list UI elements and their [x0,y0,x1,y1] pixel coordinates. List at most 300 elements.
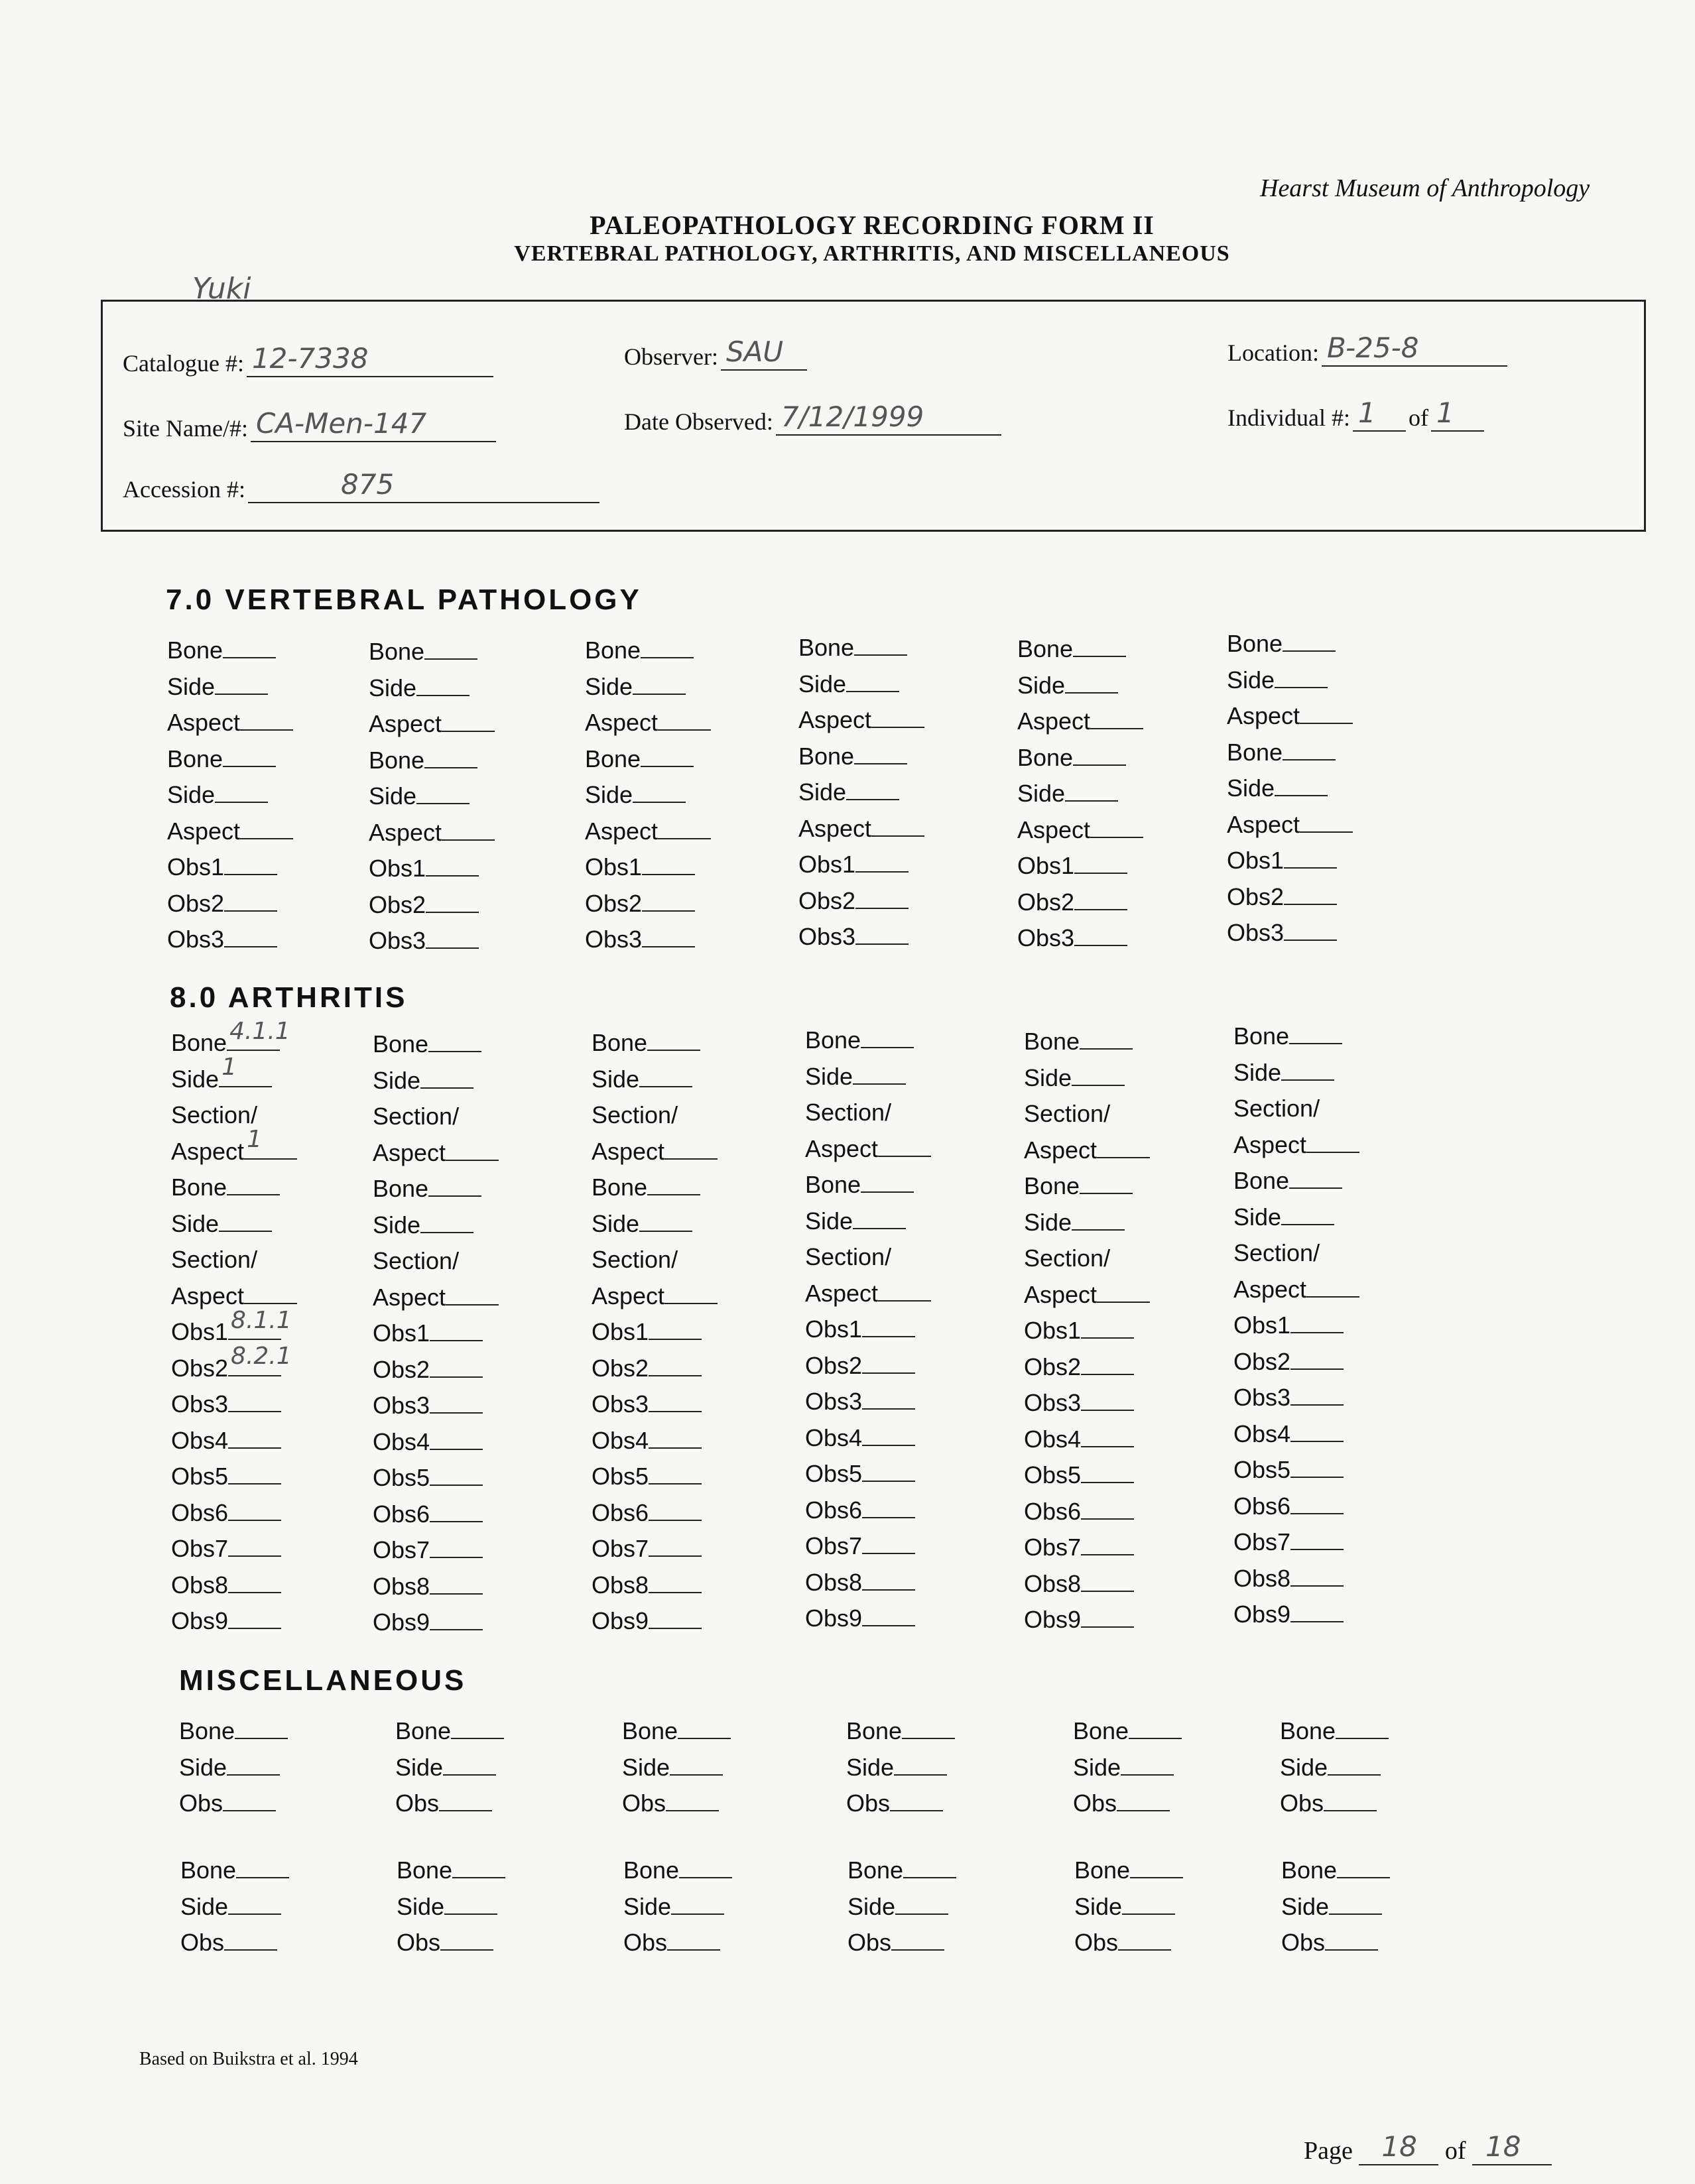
arthritis-field-blank[interactable] [228,1572,281,1593]
vertebral-field-blank[interactable] [442,711,495,732]
misc-field-label: Side [1073,1753,1121,1781]
vertebral-field-blank[interactable] [846,779,899,800]
arthritis-field-row [805,1492,931,1529]
observer-label: Observer: [624,343,718,370]
vertebral-field-blank[interactable] [1074,889,1127,910]
arthritis-field-blank[interactable] [1290,1457,1344,1478]
misc-column-1 [180,1852,289,1961]
vertebral-field-label: Bone [167,745,223,772]
arthritis-field-label: Obs9 [1233,1601,1291,1628]
arthritis-field-blank[interactable] [649,1608,702,1629]
arthritis-field-blank[interactable] [228,1463,281,1485]
vertebral-field-blank[interactable] [1090,817,1143,838]
arthritis-field-blank[interactable] [430,1465,483,1486]
arthritis-handwritten-value: 8.1.1 [231,1306,292,1334]
vertebral-field-blank[interactable] [224,854,277,875]
vertebral-field-row [369,778,495,815]
vertebral-field-blank[interactable] [642,926,695,947]
arthritis-field-blank[interactable] [1080,1028,1133,1050]
misc-field-blank[interactable] [1121,1754,1174,1776]
arthritis-field-blank[interactable] [228,1306,292,1340]
arthritis-field-row [1233,1488,1359,1525]
arthritis-field-blank[interactable] [1081,1390,1134,1411]
arthritis-field-blank[interactable] [664,1138,718,1160]
arthritis-field-row [171,1343,297,1387]
vertebral-field-blank[interactable] [416,675,470,696]
arthritis-field-blank[interactable] [1097,1282,1150,1303]
vertebral-field-blank[interactable] [642,854,695,875]
arthritis-field-blank[interactable] [862,1533,915,1554]
vertebral-field-blank[interactable] [1065,780,1118,802]
arthritis-field-label: Obs2 [592,1354,649,1382]
arthritis-field-row [1024,1168,1150,1205]
arthritis-field-blank[interactable] [227,1017,290,1051]
arthritis-field-blank[interactable] [1081,1354,1134,1375]
arthritis-field-blank[interactable] [244,1126,297,1160]
arthritis-field-row [171,1603,297,1640]
vertebral-field-blank[interactable] [240,818,293,839]
arthritis-field-row [373,1424,499,1461]
arthritis-field-blank[interactable] [430,1537,483,1558]
arthritis-field-blank[interactable] [430,1609,483,1630]
arthritis-field-blank[interactable] [219,1211,272,1232]
vertebral-field-blank[interactable] [1284,847,1337,869]
arthritis-field-blank[interactable] [1306,1276,1359,1298]
arthritis-field-blank[interactable] [1289,1023,1342,1044]
vertebral-field-label: Bone [585,637,641,664]
vertebral-field-row [369,743,495,779]
arthritis-field-blank[interactable] [1081,1426,1134,1447]
vertebral-field-blank[interactable] [416,783,470,804]
vertebral-field-blank[interactable] [1284,884,1337,905]
misc-field-blank[interactable] [451,1718,504,1739]
arthritis-field-blank[interactable] [1081,1498,1134,1520]
arthritis-field-blank[interactable] [430,1320,483,1341]
arthritis-field-blank[interactable] [878,1136,931,1157]
arthritis-field-blank[interactable] [649,1355,702,1376]
vertebral-field-blank[interactable] [658,818,711,839]
vertebral-field-blank[interactable] [424,638,477,660]
misc-field-blank[interactable] [1122,1894,1175,1915]
arthritis-field-blank[interactable] [1290,1349,1344,1370]
arthritis-field-blank[interactable] [1080,1173,1133,1194]
vertebral-field-blank[interactable] [1300,812,1353,833]
arthritis-field-blank[interactable] [446,1140,499,1161]
arthritis-field-blank[interactable] [1081,1462,1134,1483]
arthritis-field-blank[interactable] [228,1608,281,1629]
individual-total-field[interactable] [1431,396,1484,432]
misc-field-row [1073,1786,1182,1822]
vertebral-field-blank[interactable] [658,709,711,731]
misc-column-3 [623,1852,732,1961]
vertebral-field-label: Side [369,674,417,701]
arthritis-field-row [1233,1597,1359,1633]
vertebral-column-4 [798,630,924,955]
arthritis-field-blank[interactable] [1097,1137,1150,1158]
vertebral-field-blank[interactable] [1300,703,1353,724]
vertebral-field-blank[interactable] [1275,667,1328,688]
misc-field-blank[interactable] [1328,1754,1381,1776]
arthritis-field-blank[interactable] [1290,1421,1344,1442]
vertebral-field-blank[interactable] [223,746,276,767]
misc-field-blank[interactable] [440,1929,493,1951]
misc-field-blank[interactable] [1325,1929,1378,1951]
arthritis-field-row [1233,1055,1359,1091]
arthritis-field-blank[interactable] [1289,1168,1342,1189]
vertebral-field-blank[interactable] [854,635,907,656]
arthritis-field-row [171,1459,297,1495]
catalogue-field[interactable] [247,342,493,377]
page-total-field[interactable] [1472,2130,1552,2165]
misc-field-blank[interactable] [1336,1718,1389,1739]
arthritis-field-row [171,1531,297,1567]
misc-field-label: Bone [180,1856,237,1884]
arthritis-field-row [805,1095,931,1131]
vertebral-field-blank[interactable] [641,637,694,658]
vertebral-field-row [1227,698,1353,735]
arthritis-field-row [805,1456,931,1492]
misc-field-blank[interactable] [235,1718,288,1739]
vertebral-field-blank[interactable] [1090,708,1143,729]
arthritis-field-blank[interactable] [1081,1607,1134,1628]
vertebral-field-blank[interactable] [641,746,694,767]
arthritis-field-blank[interactable] [228,1500,281,1521]
misc-column-4 [848,1852,956,1961]
individual-field[interactable] [1353,396,1406,432]
misc-field-blank[interactable] [903,1857,956,1878]
misc-column-5 [1073,1713,1182,1822]
arthritis-field-blank[interactable] [1290,1529,1344,1550]
arthritis-field-blank[interactable] [228,1536,281,1557]
vertebral-field-row [167,777,293,814]
arthritis-field-label: Side [805,1207,853,1235]
arthritis-field-blank[interactable] [1290,1312,1344,1333]
form-title: PALEOPATHOLOGY RECORDING FORM II [590,210,1155,240]
arthritis-field-label: Side [592,1065,640,1093]
arthritis-field-label: Bone [592,1174,648,1201]
vertebral-field-blank[interactable] [871,816,924,837]
arthritis-field-blank[interactable] [1281,1204,1334,1225]
arthritis-field-label: Aspect [171,1137,245,1165]
arthritis-field-row [805,1420,931,1457]
arthritis-field-label: Obs3 [373,1392,430,1419]
location-field[interactable] [1322,332,1507,367]
vertebral-field-label: Side [585,672,633,700]
misc-field-label: Obs [1073,1790,1117,1817]
misc-field-blank[interactable] [1130,1857,1183,1878]
arthritis-field-row [1024,1566,1150,1603]
misc-field-blank[interactable] [1337,1857,1390,1878]
misc-field-blank[interactable] [1118,1929,1171,1951]
arthritis-field-blank[interactable] [1072,1065,1125,1086]
arthritis-field-label: Obs8 [592,1571,649,1599]
vertebral-field-row [167,886,293,922]
misc-field-blank[interactable] [667,1929,720,1951]
vertebral-field-blank[interactable] [854,743,907,764]
arthritis-field-row [805,1348,931,1384]
arthritis-field-blank[interactable] [861,1172,914,1193]
vertebral-field-blank[interactable] [633,782,686,803]
misc-field-blank[interactable] [1329,1894,1382,1915]
arthritis-field-label: Obs1 [373,1319,430,1347]
vertebral-field-blank[interactable] [1073,745,1126,766]
arthritis-field-label: Aspect [805,1279,879,1307]
vertebral-field-label: Obs2 [798,886,856,914]
vertebral-field-blank[interactable] [642,890,695,912]
vertebral-field-row [369,851,495,887]
arthritis-field-blank[interactable] [430,1501,483,1522]
misc-field-blank[interactable] [444,1894,497,1915]
vertebral-field-label: Obs1 [585,853,643,880]
vertebral-field-label: Bone [1017,635,1074,662]
form-subtitle: VERTEBRAL PATHOLOGY, ARTHRITIS, AND MISCELLANEOUS [514,241,1230,266]
misc-field-row [623,1889,732,1925]
arthritis-field-row [373,1605,499,1641]
arthritis-field-blank[interactable] [428,1176,481,1197]
vertebral-field-row [167,633,293,669]
misc-field-row [1074,1925,1183,1961]
vertebral-field-blank[interactable] [223,637,276,658]
vertebral-field-blank[interactable] [1074,925,1127,946]
vertebral-field-row [585,741,711,778]
vertebral-column-5 [1017,631,1143,957]
arthritis-field-label: Obs7 [805,1532,863,1559]
misc-field-blank[interactable] [902,1718,955,1739]
arthritis-field-label: Obs9 [592,1607,649,1634]
arthritis-field-blank[interactable] [228,1343,292,1376]
vertebral-field-blank[interactable] [224,890,277,912]
arthritis-field-blank[interactable] [853,1063,906,1085]
vertebral-field-blank[interactable] [1283,631,1336,652]
arthritis-field-row [805,1528,931,1565]
vertebral-field-blank[interactable] [1073,636,1126,657]
misc-field-blank[interactable] [890,1790,943,1811]
misc-field-blank[interactable] [666,1790,719,1811]
accession-field[interactable] [248,468,599,503]
misc-field-label: Bone [1280,1717,1336,1744]
arthritis-field-blank[interactable] [430,1392,483,1414]
vertebral-field-blank[interactable] [633,674,686,695]
arthritis-field-label: Side [373,1211,421,1239]
arthritis-field-label: Obs9 [171,1607,229,1634]
arthritis-field-blank[interactable] [649,1536,702,1557]
misc-field-blank[interactable] [452,1857,505,1878]
vertebral-field-blank[interactable] [426,855,479,877]
arthritis-field-blank[interactable] [244,1283,297,1304]
arthritis-field-row [171,1567,297,1604]
arthritis-field-blank[interactable] [862,1605,915,1626]
vertebral-field-row [798,666,924,703]
misc-field-blank[interactable] [895,1894,948,1915]
vertebral-field-blank[interactable] [855,924,909,945]
arthritis-field-blank[interactable] [1306,1132,1359,1153]
arthritis-field-label: Obs6 [373,1500,430,1528]
observer-field[interactable] [721,335,807,371]
location-value: B-25-8 [1326,332,1419,364]
arthritis-field-row [592,1206,718,1243]
arthritis-field-blank[interactable] [1081,1534,1134,1555]
arthritis-field-blank[interactable] [649,1572,702,1593]
vertebral-field-blank[interactable] [224,926,277,947]
misc-field-label: Side [846,1753,895,1781]
arthritis-field-row [1233,1561,1359,1597]
arthritis-field-row [373,1099,499,1135]
vertebral-field-label: Obs1 [369,855,426,882]
arthritis-field-blank[interactable] [664,1283,718,1304]
vertebral-field-row [585,814,711,850]
arthritis-field-blank[interactable] [1290,1565,1344,1587]
arthritis-field-blank[interactable] [1081,1571,1134,1592]
arthritis-field-blank[interactable] [228,1391,281,1412]
arthritis-field-blank[interactable] [1072,1209,1125,1231]
arthritis-field-blank[interactable] [1281,1060,1334,1081]
arthritis-field-blank[interactable] [649,1391,702,1412]
arthritis-field-row [805,1601,931,1637]
arthritis-field-blank[interactable] [853,1208,906,1229]
misc-field-blank[interactable] [227,1754,280,1776]
misc-field-label: Side [397,1892,445,1920]
arthritis-field-blank[interactable] [639,1066,692,1087]
arthritis-field-blank[interactable] [420,1212,473,1233]
arthritis-field-blank[interactable] [1290,1493,1344,1514]
vertebral-field-label: Side [1017,671,1066,699]
vertebral-field-row [1017,848,1143,884]
page-field[interactable] [1359,2130,1438,2165]
vertebral-field-blank[interactable] [1074,853,1127,874]
site-label: Site Name/#: [123,415,248,442]
vertebral-field-blank[interactable] [424,747,477,768]
arthritis-field-blank[interactable] [228,1427,281,1449]
arthritis-field-blank[interactable] [861,1027,914,1048]
misc-field-row [397,1889,505,1925]
misc-field-blank[interactable] [671,1894,724,1915]
arthritis-field-blank[interactable] [649,1500,702,1521]
arthritis-field-blank[interactable] [428,1031,481,1052]
vertebral-field-label: Aspect [1227,702,1300,729]
arthritis-field-blank[interactable] [878,1280,931,1302]
arthritis-field-label: Obs8 [1233,1564,1291,1592]
arthritis-field-blank[interactable] [649,1427,702,1449]
arthritis-field-blank[interactable] [862,1461,915,1482]
misc-field-label: Obs [846,1790,891,1817]
arthritis-field-blank[interactable] [862,1497,915,1518]
misc-column-2 [397,1852,505,1961]
vertebral-field-label: Obs2 [369,890,426,918]
misc-field-blank[interactable] [1117,1790,1170,1811]
arthritis-field-row [171,1386,297,1423]
arthritis-field-blank[interactable] [420,1067,473,1089]
arthritis-field-row [805,1131,931,1168]
site-field[interactable] [251,407,496,442]
misc-field-row [622,1786,731,1822]
vertebral-field-blank[interactable] [442,819,495,841]
arthritis-field-blank[interactable] [649,1319,702,1340]
vertebral-field-blank[interactable] [1284,920,1337,941]
misc-field-blank[interactable] [894,1754,947,1776]
arthritis-field-blank[interactable] [1290,1601,1344,1622]
vertebral-field-blank[interactable] [1283,739,1336,760]
misc-field-blank[interactable] [439,1790,492,1811]
arthritis-field-label: Obs1 [1024,1317,1082,1344]
misc-field-row [623,1925,732,1961]
misc-field-blank[interactable] [1129,1718,1182,1739]
arthritis-field-blank[interactable] [862,1316,915,1337]
arthritis-field-label: Obs4 [373,1427,430,1455]
vertebral-field-blank[interactable] [846,671,899,692]
misc-field-blank[interactable] [223,1790,276,1811]
misc-field-blank[interactable] [1324,1790,1377,1811]
arthritis-field-blank[interactable] [639,1211,692,1232]
vertebral-field-blank[interactable] [855,851,909,873]
arthritis-field-blank[interactable] [862,1425,915,1446]
vertebral-field-blank[interactable] [855,888,909,909]
misc-field-blank[interactable] [891,1929,944,1951]
arthritis-field-row [805,1203,931,1240]
arthritis-field-row [1233,1380,1359,1416]
misc-field-row [846,1786,955,1822]
misc-field-blank[interactable] [678,1718,731,1739]
arthritis-field-blank[interactable] [430,1573,483,1595]
misc-field-row [1281,1889,1390,1925]
vertebral-field-blank[interactable] [426,928,479,949]
arthritis-field-blank[interactable] [647,1174,700,1195]
vertebral-field-label: Obs3 [798,923,856,950]
arthritis-field-blank[interactable] [647,1030,700,1051]
arthritis-field-blank[interactable] [862,1353,915,1374]
arthritis-field-label: Section/ [805,1243,892,1270]
arthritis-field-blank[interactable] [430,1357,483,1378]
date-field[interactable] [776,400,1001,436]
arthritis-field-blank[interactable] [1081,1317,1134,1339]
individual-value: 1 [1357,396,1376,429]
misc-field-blank[interactable] [236,1857,289,1878]
misc-field-blank[interactable] [224,1929,277,1951]
arthritis-field-row [1024,1385,1150,1422]
vertebral-field-blank[interactable] [871,707,924,728]
arthritis-field-row [1024,1494,1150,1530]
misc-field-blank[interactable] [670,1754,723,1776]
vertebral-field-blank[interactable] [240,709,293,731]
arthritis-field-blank[interactable] [649,1463,702,1485]
misc-field-blank[interactable] [679,1857,732,1878]
arthritis-field-blank[interactable] [862,1569,915,1591]
vertebral-field-blank[interactable] [1065,672,1118,694]
misc-field-blank[interactable] [443,1754,496,1776]
arthritis-field-row [1233,1091,1359,1127]
arthritis-field-label: Obs7 [1233,1528,1291,1555]
arthritis-field-blank[interactable] [227,1174,280,1195]
misc-field-row [395,1713,504,1750]
arthritis-field-blank[interactable] [219,1054,272,1087]
arthritis-field-blank[interactable] [1290,1384,1344,1406]
vertebral-field-row [369,670,495,707]
vertebral-field-blank[interactable] [426,892,479,913]
misc-field-row [179,1786,288,1822]
arthritis-field-row [805,1384,931,1420]
arthritis-field-blank[interactable] [862,1388,915,1410]
misc-field-label: Obs [623,1929,668,1956]
vertebral-field-blank[interactable] [215,674,268,695]
misc-field-blank[interactable] [228,1894,281,1915]
vertebral-field-blank[interactable] [1275,775,1328,796]
arthritis-field-blank[interactable] [430,1429,483,1450]
arthritis-field-blank[interactable] [446,1284,499,1305]
arthritis-field-label: Obs3 [592,1390,649,1418]
vertebral-field-label: Aspect [167,709,241,736]
arthritis-field-label: Obs4 [592,1426,649,1454]
arthritis-handwritten-value: 4.1.1 [229,1017,290,1045]
vertebral-field-blank[interactable] [215,782,268,803]
